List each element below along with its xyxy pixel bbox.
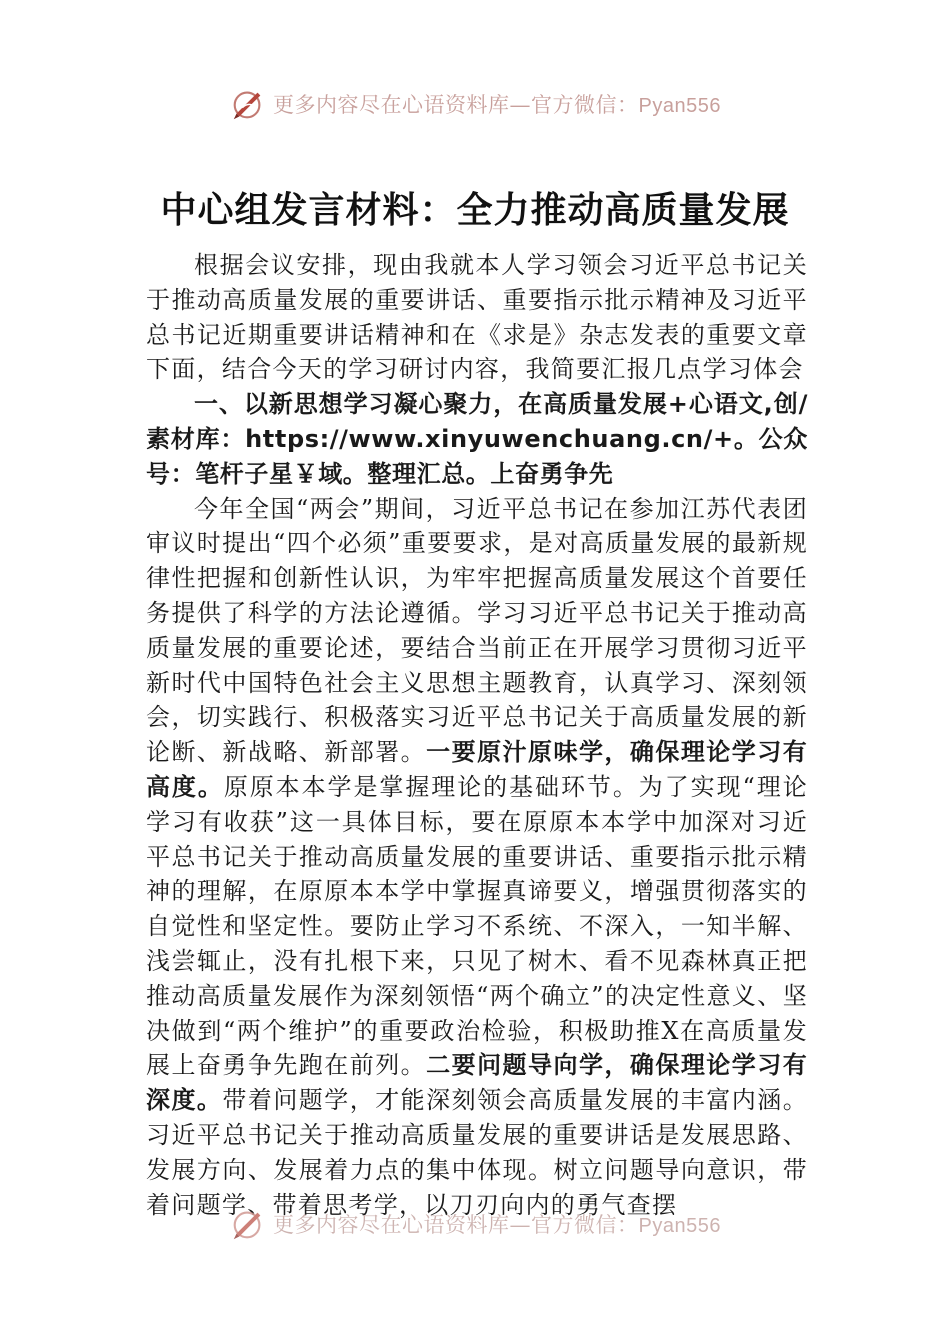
pen-logo-icon — [229, 1205, 267, 1243]
document-title: 中心组发言材料：全力推动高质量发展 — [160, 189, 790, 231]
intro-paragraph: 根据会议安排，现由我就本人学习领会习近平总书记关于推动高质量发展的重要讲话、重要指示批示精神及习近平总书记近期重要讲话精神和在《求是》杂志发表的重要文章下面，结合今天的学习研讨内容，我简要汇报几点学习体会 — [146, 251, 808, 384]
header-watermark — [0, 84, 950, 124]
footer-watermark-wechat-id: Pyan556 — [638, 1215, 721, 1237]
para2-bold-point-1: 一要原汁原味学，确保理论学习有高度。 — [146, 738, 808, 801]
body-paragraph-2 — [146, 492, 808, 1223]
watermark-wechat-id: Pyan556 — [638, 95, 721, 117]
footer-watermark — [0, 1204, 950, 1244]
para2-bold-point-2: 二要问题导向学，确保理论学习有深度。 — [146, 1051, 808, 1115]
para2-text-2: 原原本本学是掌握理论的基础环节。为了实现“理论学习有收获”这一具体目标，要在原原本本学中加深对习近平总书记关于推动高质量发展的重要讲话、重要指示批示精神的理解，在原原本本学中掌握真谛要义，增强贯彻落实的自觉性和坚定性。要防止学习不系统、不深入，一知半解、浅尝辄止，没有扎根下来，只见了树木、看不见森林真正把推动高质量发展作为深刻领悟“两个确立”的决定性意义、坚决做到“两个维护”的重要政治检验，积极助推X在高质量发展上奋勇争先跑在前列。 — [146, 772, 808, 1080]
watermark-text-cn: 更多内容尽在心语资料库—官方微信： — [273, 93, 639, 117]
footer-watermark-text-cn: 更多内容尽在心语资料库—官方微信： — [273, 1213, 639, 1237]
para2-text-1: 今年全国“两会”期间，习近平总书记在参加江苏代表团审议时提出“四个必须”重要要求，是对高质量发展的最新规律性把握和创新性认识，为牢牢把握高质量发展这个首要任务提供了科学的方法论遵循。学习习近平总书记关于推动高质量发展的重要论述，要结合当前正在开展学习贯彻习近平新时代中国特色社会主义思想主题教育，认真学习、深刻领会，切实践行、积极落实习近平总书记关于高质量发展的新论断、新战略、新部署。 — [146, 494, 808, 767]
document-body — [146, 248, 808, 1222]
pen-logo-icon — [229, 85, 267, 123]
footer-watermark-text — [273, 1209, 721, 1239]
para2-text-3: 带着问题学，才能深刻领会高质量发展的丰富内涵。习近平总书记关于推动高质量发展的重要讲话是发展思路、发展方向、发展着力点的集中体现。树立问题导向意识，带着问题学、带着思考学，以刀刃向内的勇气查摆 — [146, 1086, 808, 1219]
watermark-text — [273, 89, 721, 119]
section-heading-1: 一、以新思想学习凝心聚力，在高质量发展+心语文,创/素材库：https://www.xinyuwenchuang.cn/+。公众号：笔杆子星￥域。整理汇总。上奋勇争先 — [146, 390, 808, 488]
